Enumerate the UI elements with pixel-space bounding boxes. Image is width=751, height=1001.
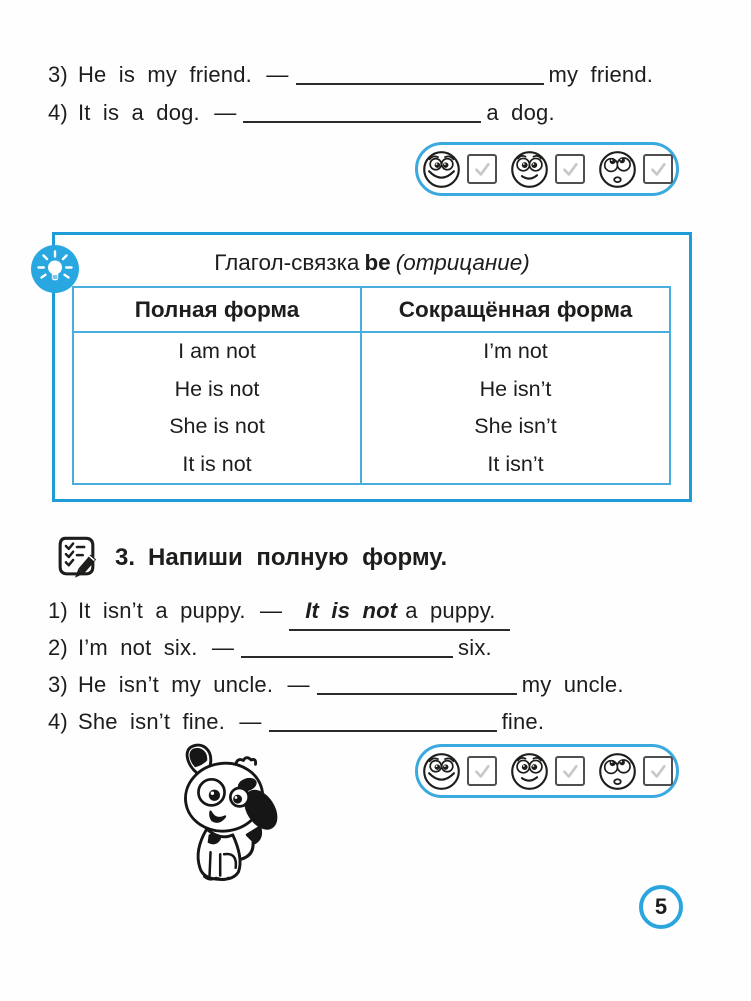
- answer-blank[interactable]: [296, 61, 544, 85]
- item-sentence: It isn’t a puppy.: [77, 598, 246, 623]
- grammar-rule-box: [52, 232, 692, 502]
- smiley-unsure-icon: [598, 752, 637, 791]
- item-tail: six.: [458, 635, 492, 660]
- dash: —: [287, 672, 310, 697]
- item-number: 4): [48, 709, 68, 734]
- answer-blank[interactable]: [243, 99, 481, 123]
- check-icon: [471, 760, 493, 782]
- check-icon: [559, 760, 581, 782]
- item-number: 1): [48, 598, 68, 623]
- table-header-short-form: Сокращённая форма: [362, 288, 669, 333]
- dash: —: [260, 598, 283, 623]
- exercise-number: 3.: [115, 544, 136, 571]
- self-assessment-bar: [415, 744, 679, 798]
- answer-rest: a puppy.: [405, 598, 496, 623]
- self-assessment-option-ok: [510, 150, 585, 189]
- smiley-unsure-icon: [598, 150, 637, 189]
- exercise-3-heading: [50, 533, 447, 583]
- item-tail: fine.: [501, 709, 545, 734]
- dash: —: [239, 709, 262, 734]
- item-tail: my uncle.: [521, 672, 624, 697]
- page-number: 5: [654, 894, 668, 919]
- table-cell: He isn’t: [479, 376, 552, 401]
- exercise-item: [48, 56, 653, 94]
- rule-title: [55, 250, 689, 276]
- puppy-icon: [168, 742, 284, 892]
- self-check-box[interactable]: [467, 756, 497, 786]
- rule-title-prefix: Глагол-связка: [214, 250, 360, 275]
- exercise-title: Напиши полную форму.: [148, 544, 448, 571]
- item-number: 3): [48, 672, 68, 697]
- exercise-3-items: [48, 592, 624, 740]
- dash: —: [211, 635, 235, 660]
- smiley-happy-icon: [422, 752, 461, 791]
- item-tail: a dog.: [486, 100, 555, 125]
- check-icon: [647, 158, 669, 180]
- dash: —: [266, 62, 289, 87]
- exercise-item: [48, 94, 653, 132]
- rule-title-keyword: be: [364, 250, 391, 275]
- table-cell: She is not: [74, 408, 362, 446]
- check-icon: [471, 158, 493, 180]
- self-assessment-option-unsure: [598, 752, 673, 791]
- self-check-box[interactable]: [643, 756, 673, 786]
- answer-emphasis: It is not: [305, 598, 398, 623]
- item-tail: my friend.: [548, 62, 654, 87]
- table-cell: It isn’t: [487, 451, 544, 476]
- answer-blank[interactable]: [269, 708, 497, 732]
- be-negation-table: [72, 286, 671, 485]
- self-check-box[interactable]: [555, 154, 585, 184]
- table-cell: I’m not: [483, 339, 548, 364]
- smiley-happy-icon: [422, 150, 461, 189]
- exercise-item: [48, 592, 624, 629]
- item-sentence: It is a dog.: [77, 100, 200, 125]
- table-cell: He is not: [74, 371, 362, 409]
- table-header-full-form: Полная форма: [74, 288, 362, 333]
- item-sentence: He isn’t my uncle.: [77, 672, 274, 697]
- self-check-box[interactable]: [467, 154, 497, 184]
- answer-line[interactable]: [289, 592, 509, 631]
- self-assessment-option-ok: [510, 752, 585, 791]
- self-assessment-bar: [415, 142, 679, 196]
- self-assessment-option-happy: [422, 752, 497, 791]
- exercise-item: [48, 629, 624, 666]
- table-cell: I am not: [74, 333, 362, 371]
- self-check-box[interactable]: [643, 154, 673, 184]
- dash: —: [214, 100, 237, 125]
- item-number: 2): [48, 635, 68, 660]
- self-assessment-option-unsure: [598, 150, 673, 189]
- item-number: 3): [48, 62, 68, 87]
- item-sentence: He is my friend.: [77, 62, 252, 87]
- item-sentence: She isn’t fine.: [77, 709, 226, 734]
- answer-blank[interactable]: [241, 634, 453, 658]
- table-cell: She isn’t: [474, 414, 557, 439]
- table-cell: It is not: [74, 446, 362, 484]
- item-sentence: I’m not six.: [77, 635, 198, 660]
- self-check-box[interactable]: [555, 756, 585, 786]
- page-number-badge: [639, 885, 683, 929]
- exercise-item: [48, 703, 624, 740]
- smiley-ok-icon: [510, 150, 549, 189]
- check-icon: [647, 760, 669, 782]
- checklist-pencil-icon: [50, 533, 102, 583]
- rule-title-suffix: (отрицание): [395, 250, 530, 275]
- exercise-2-items: [48, 56, 653, 132]
- item-number: 4): [48, 100, 68, 125]
- smiley-ok-icon: [510, 752, 549, 791]
- check-icon: [559, 158, 581, 180]
- exercise-item: [48, 666, 624, 703]
- answer-blank[interactable]: [317, 671, 517, 695]
- self-assessment-option-happy: [422, 150, 497, 189]
